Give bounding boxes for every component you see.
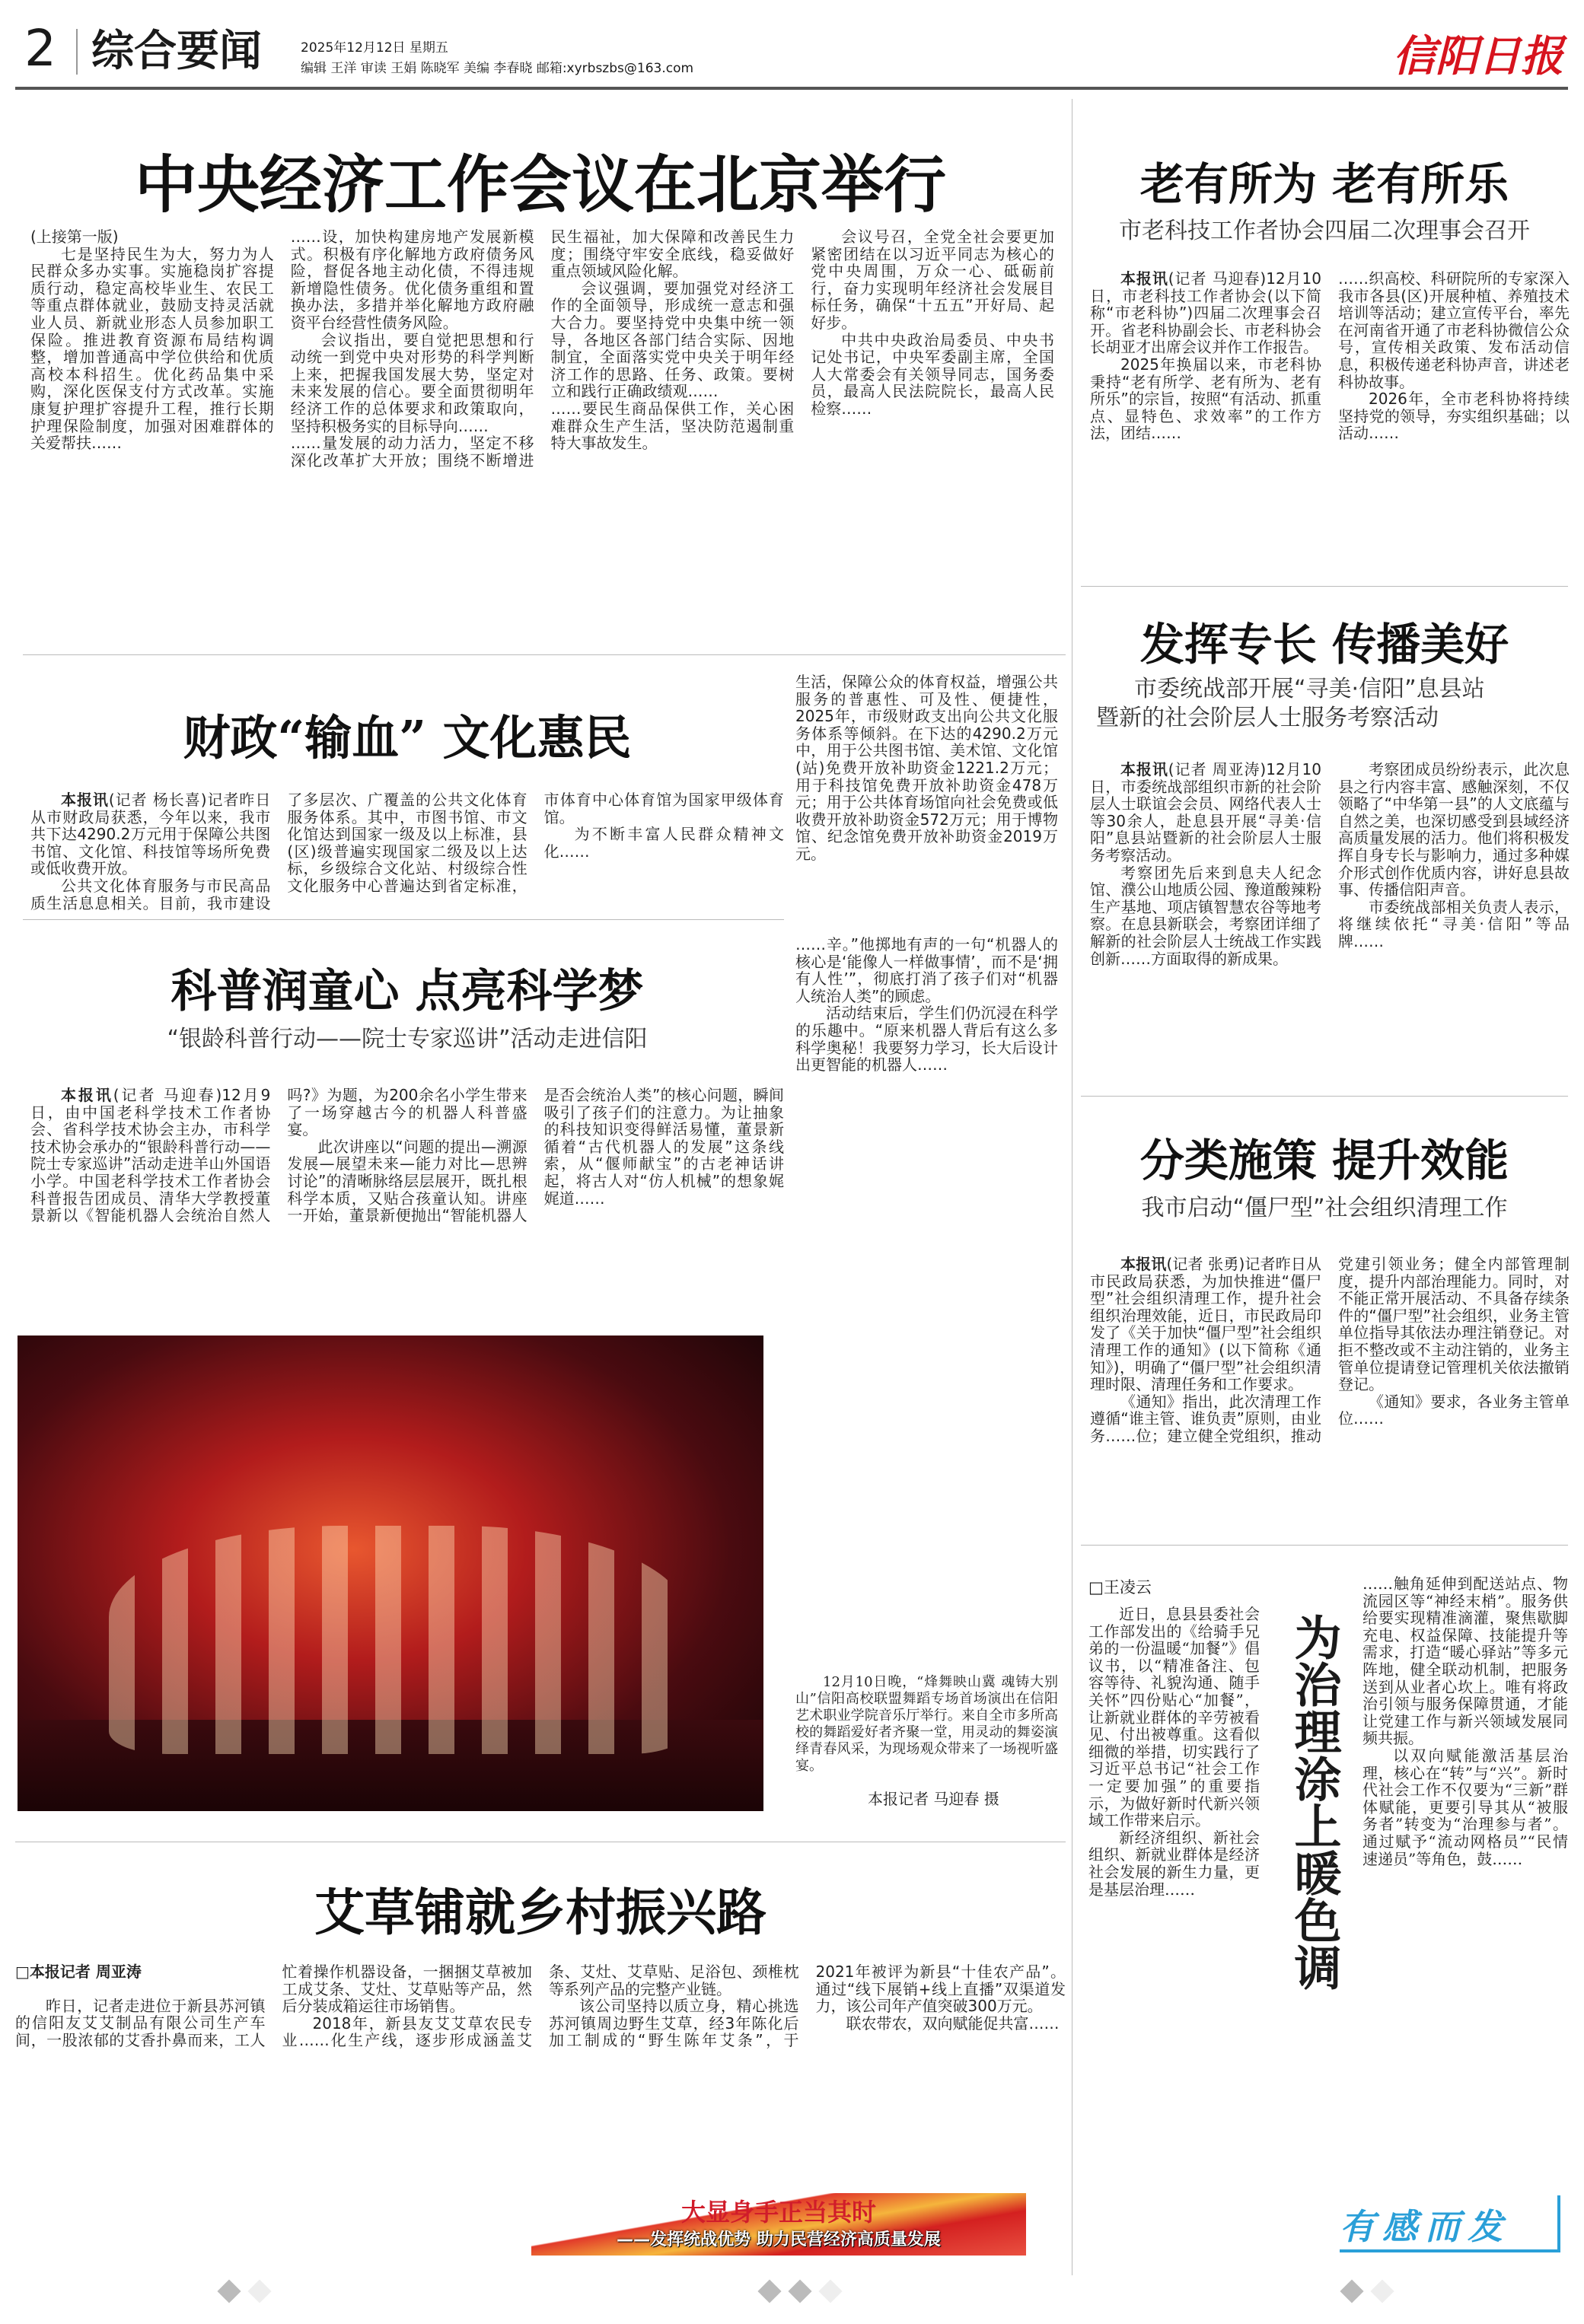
elderly-headline: 老有所为 老有所乐 <box>1139 158 1509 210</box>
science-subhead: “银龄科普行动——院士专家巡讲”活动走进信阳 <box>167 1026 648 1052</box>
paragraph: 2025年换届以来，市老科协秉持“老有所学、老有所为、老有所乐”的宗旨，按照“有活动、抓重点、显特色、求效率”的工作方法，团结…… <box>1090 355 1321 443</box>
paragraph: 《通知》要求，各业务主管单位…… <box>1338 1392 1570 1428</box>
paragraph: 本报讯(记者 张勇)记者昨日从市民政局获悉，为加快推进“僵尸型”社会组织清理工作，提升社会组织治理效能，近日，市民政局印发了《关于加快“僵尸型”社会组织清理工作的通知》(以下简称《通知》)，明确了“僵尸型”社会组织清理时限、清理任务和工作要求。 <box>1090 1256 1321 1394</box>
caption-text: 12月10日晚，“烽舞映山冀 魂铸大别山”信阳高校联盟舞蹈专场首场演出在信阳艺术职业学院音乐厅举行。来自全市多所高校的舞蹈爱好者齐聚一堂，用灵动的舞姿演绎青春风采，为现场观众带来了一场视听盛宴。 <box>795 1674 1058 1774</box>
decor-diamond <box>788 2279 811 2303</box>
mugwort-body <box>15 1963 1066 2188</box>
united-front-body <box>1090 761 1570 1073</box>
elderly-body <box>1090 270 1570 559</box>
lead-label: 本报讯 <box>61 1087 113 1104</box>
paragraph: 2026年，全市老科协将持续坚持党的领导，夯实组织基础；以活动…… <box>1338 390 1570 443</box>
decor-diamond <box>818 2279 842 2303</box>
promo-banner <box>531 2193 1026 2256</box>
paragraph: 本报讯(记者 杨长喜)记者昨日从市财政局获悉，今年以来，我市共下达4290.2万元用于保障公共图书馆、文化馆、科技馆等场所免费或低收费开放。 <box>30 791 271 878</box>
main-headline: 中央经济工作会议在北京举行 <box>134 148 946 221</box>
newspaper-logo: 信阳日报 <box>1393 31 1563 81</box>
section-rule <box>1081 586 1568 587</box>
paragraph: (上接第一版) <box>30 228 119 246</box>
united-front-subhead-2: 暨新的社会阶层人士服务考察活动 <box>1096 705 1439 731</box>
finance-continuation <box>795 673 1058 879</box>
section-rule <box>1081 1096 1568 1097</box>
commentary-headline: 为治理涂上暖色调 <box>1286 1613 1342 1991</box>
paragraph: 市委统战部相关负责人表示，将继续依托“寻美·信阳”等品牌…… <box>1338 897 1570 950</box>
paragraph: 会议强调，要加强党对经济工作的全面领导，形成统一意志和强大合力。要坚持党中央集中统一领导，各地区各部门结合实际、因地制宜，全面落实党中央关于明年经济工作的思路、任务、政策。要树立和践行正确政绩观…… <box>550 279 795 401</box>
paragraph: 考察团成员纷纷表示，此次息县之行内容丰富、感触深刻，不仅领略了“中华第一县”的人文底蕴与自然之美，也深切感受到县域经济高质量发展的活力。他们将积极发挥自身专长与影响力，通过多种媒介形式创作优质内容，讲好息县故事、传播信阳声音。 <box>1338 761 1570 899</box>
banner-subtitle: ——发挥统战优势 助力民营经济高质量发展 <box>617 2230 941 2249</box>
byline: □本报记者 周亚涛 <box>15 1963 142 1981</box>
commentary-byline: □王凌云 <box>1088 1578 1152 1597</box>
issue-date: 2025年12月12日 星期五 <box>301 40 448 56</box>
finance-headline: 财政“输血” 文化惠民 <box>183 710 632 766</box>
section-title: 综合要闻 <box>91 27 262 76</box>
lead-label: 本报讯 <box>1120 270 1168 288</box>
section-rule <box>23 919 784 920</box>
banner-title: 大显身手正当其时 <box>680 2198 876 2227</box>
paragraph: 《通知》指出，此次清理工作遵循“谁主管、谁负责”原则，由业务……位；建立健全党组织，推动党建引领业务；健全内部管理制度，提升内部治理能力。同时，对不能正常开展活动、不具备存续条件的“僵尸型”社会组织，业务主管单位指导其依法办理注销登记。对拒不整改或不主动注销的，业务主管单位提请登记管理机关依法撤销登记。 <box>1090 1256 1570 1445</box>
photo-credit: 本报记者 马迎春 摄 <box>868 1790 999 1808</box>
paragraph: ……辛。”他掷地有声的一句“机器人的核心是‘能像人一样做事情’，而不是‘拥有人性’”，彻底打消了孩子们对“机器人统治人类”的顾虑。 <box>795 936 1058 1005</box>
social-org-body <box>1090 1256 1570 1522</box>
paragraph: 生活，保障公众的体育权益，增强公共服务的普惠性、可及性、便捷性，2025年，市级财政支出向公共文化服务体系等倾斜。在下达的4290.2万元中，用于公共图书馆、美术馆、文化馆(站)免费开放补助资金1221.2万元；用于科技馆免费开放补助资金478万元；用于公共体育场馆向社会免费或低收费开放补助资金572万元；用于博物馆、纪念馆免费开放补助资金2019万元。 <box>795 673 1058 863</box>
elderly-subhead: 市老科技工作者协会四届二次理事会召开 <box>1119 218 1530 244</box>
science-headline: 科普润童心 点亮科学梦 <box>171 965 644 1018</box>
section-rule <box>23 654 1066 655</box>
decor-diamond <box>247 2279 271 2303</box>
paragraph: 考察团先后来到息夫人纪念馆、濮公山地质公园、豫道酸辣粉生产基地、项店镇智慧农谷等地考察。在息县新联会，考察团详细了解新的社会阶层人士统战工作实践创新……方面取得的新成果。 <box>1090 863 1321 968</box>
social-org-subhead: 我市启动“僵尸型”社会组织清理工作 <box>1141 1195 1508 1221</box>
editorial-staff: 编辑 王洋 审读 王娟 陈晓军 美编 李春晓 邮箱:xyrbszbs@163.com <box>301 61 694 76</box>
paragraph: 中共中央政治局委员、中央书记处书记，中央军委副主席，全国人大常委会有关领导同志，国务委员，最高人民法院院长，最高人民检察…… <box>811 330 1054 418</box>
paragraph: 近日，息县县委社会工作部发出的《给骑手兄弟的一份温暖“加餐”》倡议书，以“精准备注、包容等待、礼貌沟通、随手关怀”四份贴心“加餐”，让新就业群体的辛劳被看见、付出被尊重。这看似细微的举措，切实践行了习近平总书记“社会工作一定要加强”的重要指示，为做好新时代新兴领域工作带来启示。 <box>1088 1606 1260 1830</box>
column-logo-text: 有感而发 <box>1340 2206 1510 2247</box>
paragraph: 公共文化体育服务与市民高品质生活息息相关。目前，我市建设了多层次、广覆盖的公共文化体育服务体系。其中，市图书馆、市文化馆达到国家一级及以上标准，县(区)级普遍实现国家二级及以上达标，乡级综合文化站、村级综合性文化服务中心普遍达到省定标准，市体育中心体育馆为国家甲级体育馆。 <box>30 791 784 912</box>
paragraph: 该公司坚持以质立身，精心挑选苏河镇周边野生艾草，经3年陈化后加工制成的“野生陈年艾条”，于2021年被评为新县“十佳农产品”。通过“线下展销+线上直播”双渠道发力，该公司年产值突破300万元。 <box>549 1963 1066 2050</box>
finance-body <box>30 791 784 913</box>
paragraph: ……触角延伸到配送站点、物流园区等“神经末梢”。服务供给要实现精准滴灌，聚焦歇脚充电、权益保障、技能提升等需求，打造“暖心驿站”等多元阵地，健全联动机制，把服务送到从业者心坎上。唯有将政治引领与服务保障贯通，才能让党建工作与新兴领域发展同频共振。 <box>1362 1575 1568 1748</box>
paragraph: 会议指出，要自觉把思想和行动统一到党中央对形势的科学判断上来，把握我国发展大势，坚定对未来发展的信心。要全面贯彻明年经济工作的总体要求和政策取向，坚持积极务实的目标导向…… <box>290 330 534 435</box>
paragraph: ……量发展的动力活力，坚定不移深化改革扩大开放；围绕不断增进民生福祉，加大保障和改善民生力度；围绕守牢安全底线，稳妥做好重点领域风险化解。 <box>290 228 795 470</box>
paragraph: 会议号召，全党全社会要更加紧密团结在以习近平同志为核心的党中央周围，万众一心、砥砺前行，奋力实现明年经济社会发展目标任务，确保“十五五”开好局、起好步。 <box>811 228 1054 332</box>
decor-diamond <box>757 2279 781 2303</box>
column-logo <box>1340 2195 1560 2252</box>
mugwort-headline: 艾草铺就乡村振兴路 <box>314 1883 767 1942</box>
science-body <box>30 1087 784 1307</box>
paragraph: ……设，加快构建房地产发展新模式。积极有序化解地方政府债务风险，督促各地主动化债，不得违规新增隐性债务。优化债务重组和置换办法，多措并举化解地方政府融资平台经营性债务风险。 <box>290 228 534 332</box>
commentary-body-left <box>1088 1606 1260 2252</box>
photo-caption <box>795 1674 1058 1777</box>
lead-label: 本报讯 <box>1120 761 1168 778</box>
paragraph: 昨日，记者走进位于新县苏河镇的信阳友艾艾制品有限公司生产车间，一股浓郁的艾香扑鼻而来，工人忙着操作机器设备，一捆捆艾草被加工成艾条、艾灶、艾草贴等产品，然后分装成箱运往市场销售。 <box>15 1963 532 2049</box>
paragraph: 联农带农，双向赋能促共富…… <box>846 2014 1060 2033</box>
page-number: 2 <box>24 19 56 78</box>
masthead-rule <box>15 87 1568 90</box>
paragraph: 以双向赋能激活基层治理，核心在“转”与“兴”。新时代社会工作不仅要为“三新”群体赋能，更要引导其从“被服务者”转变为“治理参与者”。通过赋予“流动网格员”“民情速递员”等角色，鼓…… <box>1362 1746 1568 1868</box>
lead-label: 本报讯 <box>61 791 109 809</box>
social-org-headline: 分类施策 提升效能 <box>1139 1135 1509 1186</box>
paragraph: 2018年，新县友艾艾草农民专业……化生产线，逐步形成涵盖艾条、艾灶、艾草贴、足浴包、颈椎枕等系列产品的完整产业链。 <box>282 1963 799 2050</box>
dancer-group <box>109 1526 687 1754</box>
united-front-subhead-1: 市委统战部开展“寻美·信阳”息县站 <box>1134 676 1485 702</box>
paragraph: ……要民生商品保供工作，关心困难群众生产生活，坚决防范遏制重特大事故发生。 <box>550 399 795 453</box>
paragraph: 新经济组织、新社会组织、新就业群体是经济社会发展的新生力量，更是基层治理…… <box>1088 1828 1260 1899</box>
paragraph: 七是坚持民生为大，努力为人民群众多办实事。实施稳岗扩容提质行动，稳定高校毕业生、农民工等重点群体就业，鼓励支持灵活就业人员、新就业形态人员参加职工保险。推进教育资源布局结构调整，增加普通高中学位供给和优质高校本科招生。优化药品集中采购，深化医保支付方式改革。实施康复护理扩容提升工程，推行长期护理保险制度，加强对困难群体的关爱帮扶…… <box>30 244 274 453</box>
main-story-body <box>30 228 1054 632</box>
section-rule <box>1081 1545 1568 1546</box>
paragraph: 活动结束后，学生们仍沉浸在科学的乐趣中。“原来机器人背后有这么多科学奥秘！我要努力学习，长大后设计出更智能的机器人…… <box>795 1004 1058 1074</box>
commentary-body-right <box>1362 1575 1568 2184</box>
decor-diamond <box>1340 2279 1363 2303</box>
paragraph: 为不断丰富人民群众精神文化…… <box>543 825 784 861</box>
lead-label: 本报讯 <box>1120 1256 1167 1273</box>
decor-diamond <box>1370 2279 1394 2303</box>
paragraph: 本报讯(记者 周亚涛)12月10日，市委统战部组织市新的社会阶层人士联谊会会员、网络代表人士等30余人，赴息县开展“寻美·信阳”息县站暨新的社会阶层人士服务考察活动。 <box>1090 761 1321 864</box>
dance-performance-photo <box>18 1336 763 1811</box>
paragraph: ……织高校、科研院所的专家深入我市各县(区)开展种植、养殖技术培训等活动；建立宣传平台，率先在河南省开通了市老科协微信公众号，宣传相关政策、发布活动信息，积极传递老科协声音，讲述老科协故事。 <box>1338 270 1570 391</box>
masthead-divider <box>76 29 78 75</box>
united-front-headline: 发挥专长 传播美好 <box>1139 619 1509 670</box>
science-continuation <box>795 936 1058 1309</box>
decor-diamond <box>217 2279 241 2303</box>
paragraph: 此次讲座以“问题的提出—溯源发展—展望未来—能力对比—思辨讨论”的清晰脉络层层展开，既扎根科学本质，又贴合孩童认知。讲座一开始，董景新便抛出“智能机器人是否会统治人类”的核心问题，瞬间吸引了孩子们的注意力。为让抽象的科技知识变得鲜活易懂，董景新循着“古代机器人的发展”这条线索，从“偃师献宝”的古老神话讲起，将古人对“仿人机械”的想象娓娓道…… <box>287 1087 784 1225</box>
paragraph: 本报讯(记者 马迎春)12月10日，市老科技工作者协会(以下简称“市老科协”)四届二次理事会召开。省老科协副会长、市老科协会长胡亚才出席会议并作工作报告。 <box>1090 270 1321 357</box>
paragraph: 本报讯(记者 马迎春)12月9日，由中国老科学技术工作者协会、省科学技术协会主办，市科学技术协会承办的“银龄科普行动——院士专家巡讲”活动走进羊山外国语小学。中国老科学技术工作者协会科普报告团成员、清华大学教授董景新以《智能机器人会统治自然人吗?》为题，为200余名小学生带来了一场穿越古今的机器人科普盛宴。 <box>30 1087 527 1225</box>
